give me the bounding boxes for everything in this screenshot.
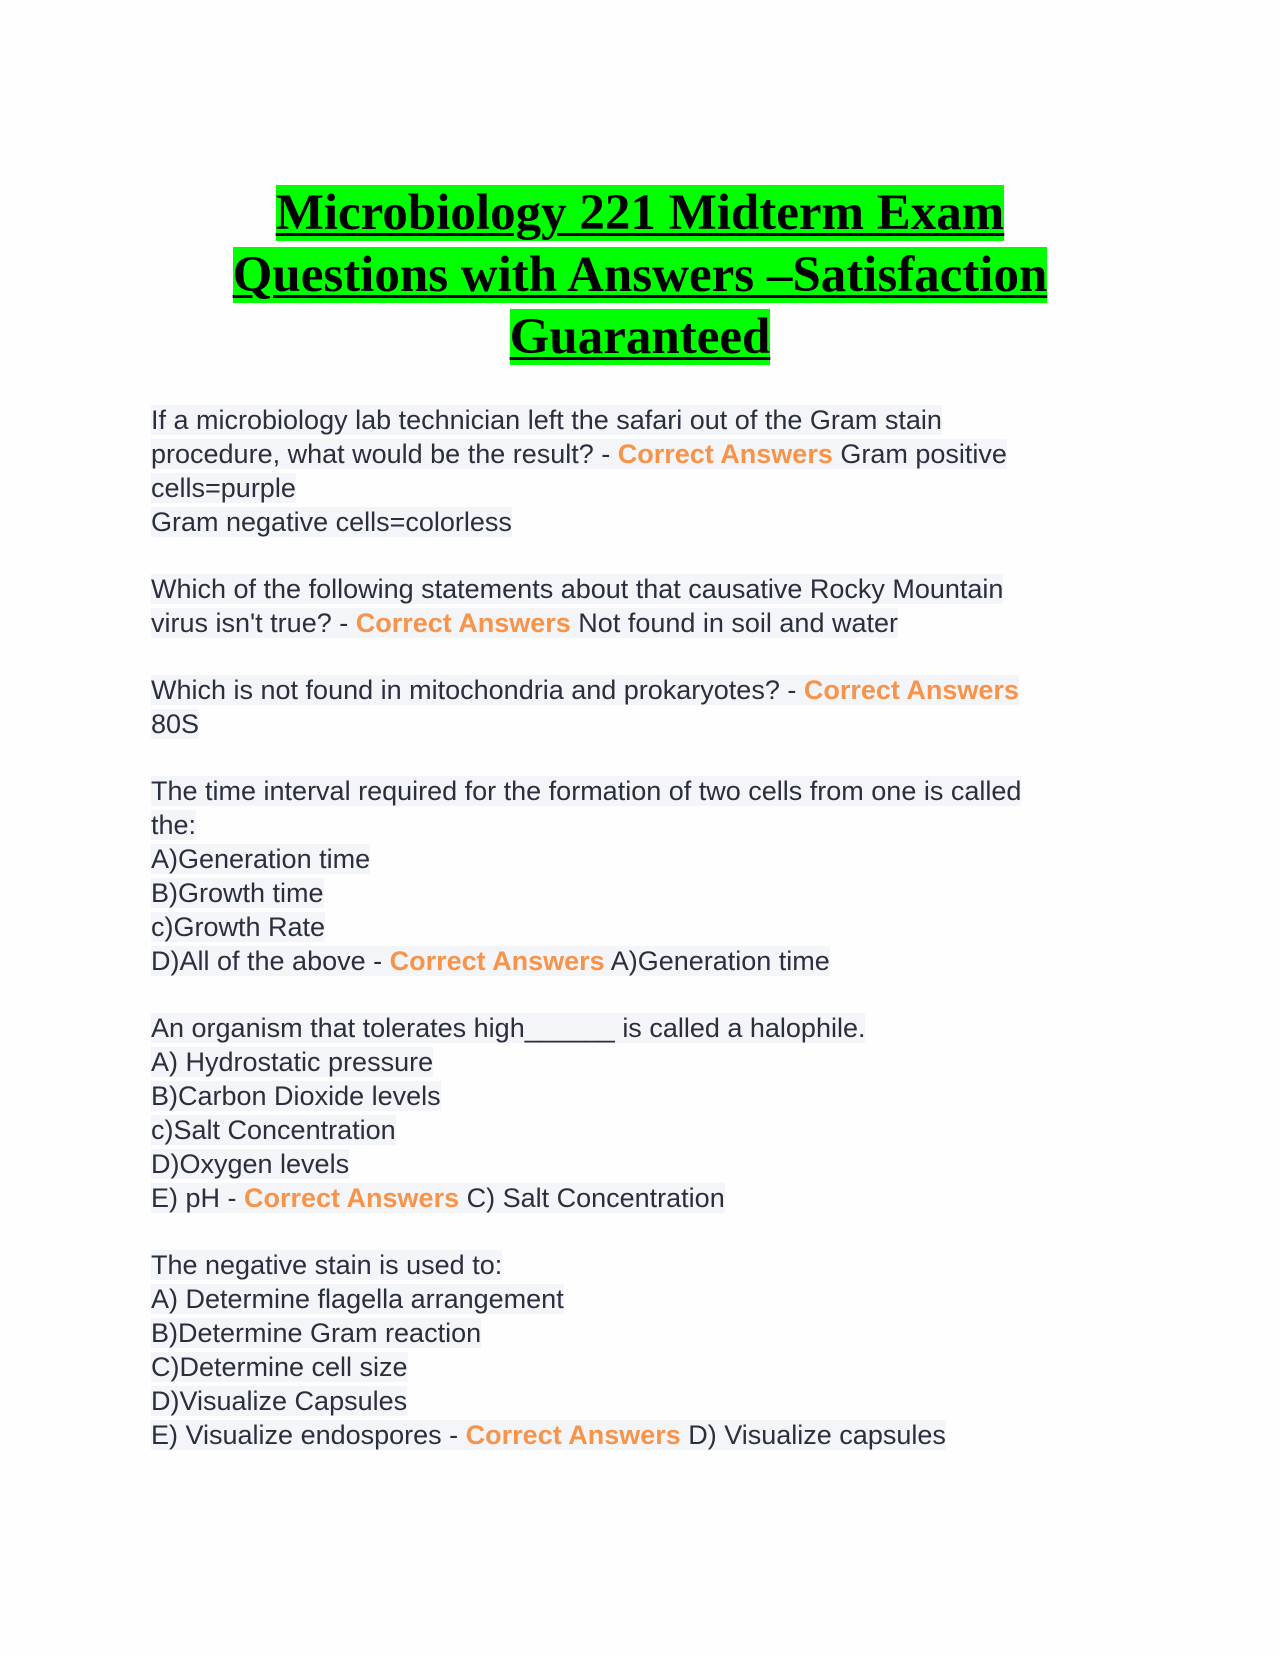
- option-text: D)All of the above -: [151, 946, 390, 976]
- option-text: A) Determine flagella arrangement: [151, 1284, 564, 1314]
- option-text: C)Determine cell size: [151, 1352, 408, 1382]
- question-text: Which is not found in mitochondria and prokaryotes? -: [151, 675, 804, 705]
- option-text: B)Carbon Dioxide levels: [151, 1081, 441, 1111]
- question-text: Which of the following statements about that causative Rocky Mountain: [151, 574, 1004, 604]
- question-text: An organism that tolerates high______ is called a halophile.: [151, 1013, 866, 1043]
- option-text: B)Determine Gram reaction: [151, 1318, 482, 1348]
- correct-answers-label: Correct Answers: [803, 675, 1019, 705]
- answer-text: 80S: [151, 709, 200, 739]
- answer-text: cells=purple: [151, 473, 296, 503]
- qa-item: [151, 403, 1131, 539]
- correct-answers-label: Correct Answers: [617, 439, 833, 469]
- option-text: A) Hydrostatic pressure: [151, 1047, 434, 1077]
- qa-item: [151, 1248, 1131, 1452]
- option-text: c)Salt Concentration: [151, 1115, 396, 1145]
- qa-item: [151, 673, 1131, 741]
- qa-item: [151, 774, 1131, 978]
- answer-text: Gram positive: [832, 439, 1007, 469]
- answer-text: D) Visualize capsules: [680, 1420, 946, 1450]
- answer-text: Gram negative cells=colorless: [151, 507, 512, 537]
- correct-answers-label: Correct Answers: [389, 946, 605, 976]
- title-line-2: Questions with Answers –Satisfaction: [232, 247, 1048, 303]
- correct-answers-label: Correct Answers: [465, 1420, 681, 1450]
- option-text: c)Growth Rate: [151, 912, 326, 942]
- qa-item: [151, 572, 1131, 640]
- qa-item: [151, 1011, 1131, 1215]
- title-line-3: Guaranteed: [509, 309, 771, 365]
- answer-text: A)Generation time: [604, 946, 830, 976]
- option-text: E) Visualize endospores -: [151, 1420, 466, 1450]
- title-line-1: Microbiology 221 Midterm Exam: [275, 185, 1005, 241]
- option-text: D)Visualize Capsules: [151, 1386, 408, 1416]
- question-text: the:: [151, 810, 197, 840]
- correct-answers-label: Correct Answers: [355, 608, 571, 638]
- answer-text: Not found in soil and water: [570, 608, 898, 638]
- question-text: The negative stain is used to:: [151, 1250, 503, 1280]
- option-text: D)Oxygen levels: [151, 1149, 350, 1179]
- option-text: B)Growth time: [151, 878, 324, 908]
- document-title: [150, 182, 1130, 368]
- option-text: E) pH -: [151, 1183, 245, 1213]
- correct-answers-label: Correct Answers: [244, 1183, 460, 1213]
- answer-text: C) Salt Concentration: [459, 1183, 725, 1213]
- question-text: If a microbiology lab technician left the safari out of the Gram stain: [151, 405, 942, 435]
- option-text: A)Generation time: [151, 844, 371, 874]
- question-text: The time interval required for the formation of two cells from one is called: [151, 776, 1022, 806]
- questions-list: [151, 403, 1131, 1485]
- question-text: procedure, what would be the result? -: [151, 439, 618, 469]
- question-text: virus isn't true? -: [151, 608, 356, 638]
